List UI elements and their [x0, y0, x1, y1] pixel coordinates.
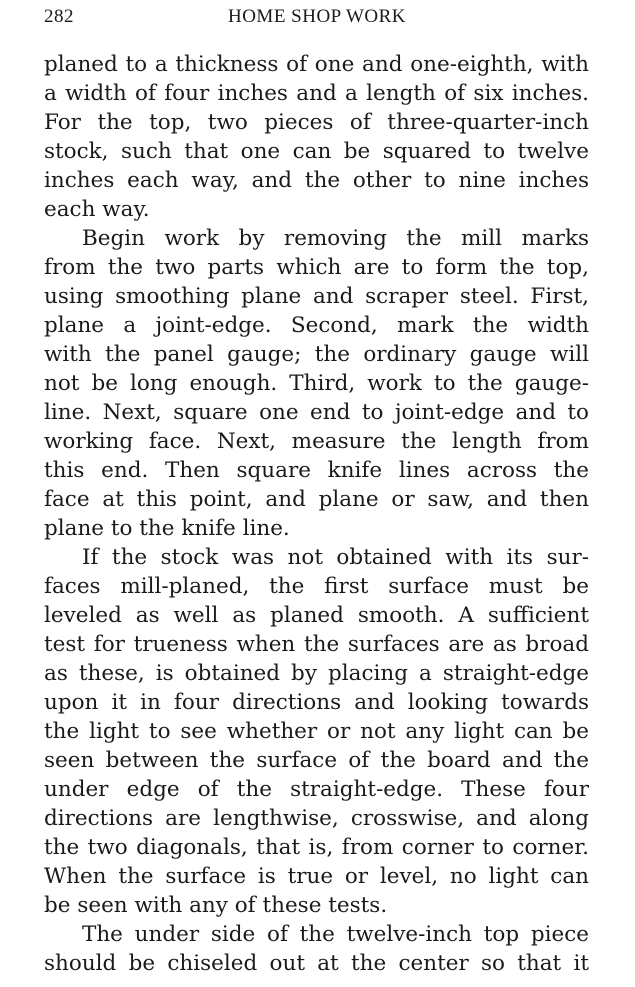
- text-line: a width of four inches and a length of six inches.: [44, 81, 589, 106]
- text-line: each way.: [44, 197, 150, 222]
- text-line: under edge of the straight-edge. These four: [44, 777, 589, 802]
- text-line: the two diagonals, that is, from corner to corner.: [44, 835, 589, 860]
- text-line: the light to see whether or not any light can be: [44, 719, 589, 744]
- text-line: line. Next, square one end to joint-edge and to: [44, 400, 589, 425]
- text-line: If the stock was not obtained with its sur-: [82, 545, 589, 570]
- text-line: this end. Then square knife lines across the: [44, 458, 589, 483]
- text-line: as these, is obtained by placing a straight-edge: [44, 661, 589, 686]
- running-head: [44, 6, 590, 28]
- body-text: [44, 50, 589, 978]
- text-line: test for trueness when the surfaces are as broad: [44, 632, 589, 657]
- text-line: should be chiseled out at the center so that it: [44, 951, 589, 976]
- text-line: Begin work by removing the mill marks: [82, 226, 589, 251]
- text-line: inches each way, and the other to nine inches: [44, 168, 589, 193]
- text-line: with the panel gauge; the ordinary gauge will: [44, 342, 589, 367]
- page-number: 282: [44, 6, 74, 27]
- text-line: upon it in four directions and looking towards: [44, 690, 589, 715]
- text-line: The under side of the twelve-inch top piece: [82, 922, 589, 947]
- text-line: plane a joint-edge. Second, mark the width: [44, 313, 589, 338]
- text-line: planed to a thickness of one and one-eighth, with: [44, 52, 589, 77]
- text-line: working face. Next, measure the length from: [44, 429, 589, 454]
- text-line: seen between the surface of the board and the: [44, 748, 589, 773]
- text-line: plane to the knife line.: [44, 516, 290, 541]
- text-line: not be long enough. Third, work to the gauge-: [44, 371, 589, 396]
- text-line: stock, such that one can be squared to twelve: [44, 139, 589, 164]
- book-title: HOME SHOP WORK: [227, 6, 407, 27]
- text-line: leveled as well as planed smooth. A sufficient: [44, 603, 589, 628]
- text-line: from the two parts which are to form the top,: [44, 255, 589, 280]
- text-line: be seen with any of these tests.: [44, 893, 388, 918]
- text-line: using smoothing plane and scraper steel. First,: [44, 284, 589, 309]
- text-line: faces mill-planed, the first surface must be: [44, 574, 589, 599]
- text-line: When the surface is true or level, no light can: [44, 864, 589, 889]
- text-line: face at this point, and plane or saw, and then: [44, 487, 589, 512]
- text-line: directions are lengthwise, crosswise, and along: [44, 806, 589, 831]
- text-line: For the top, two pieces of three-quarter-inch: [44, 110, 589, 135]
